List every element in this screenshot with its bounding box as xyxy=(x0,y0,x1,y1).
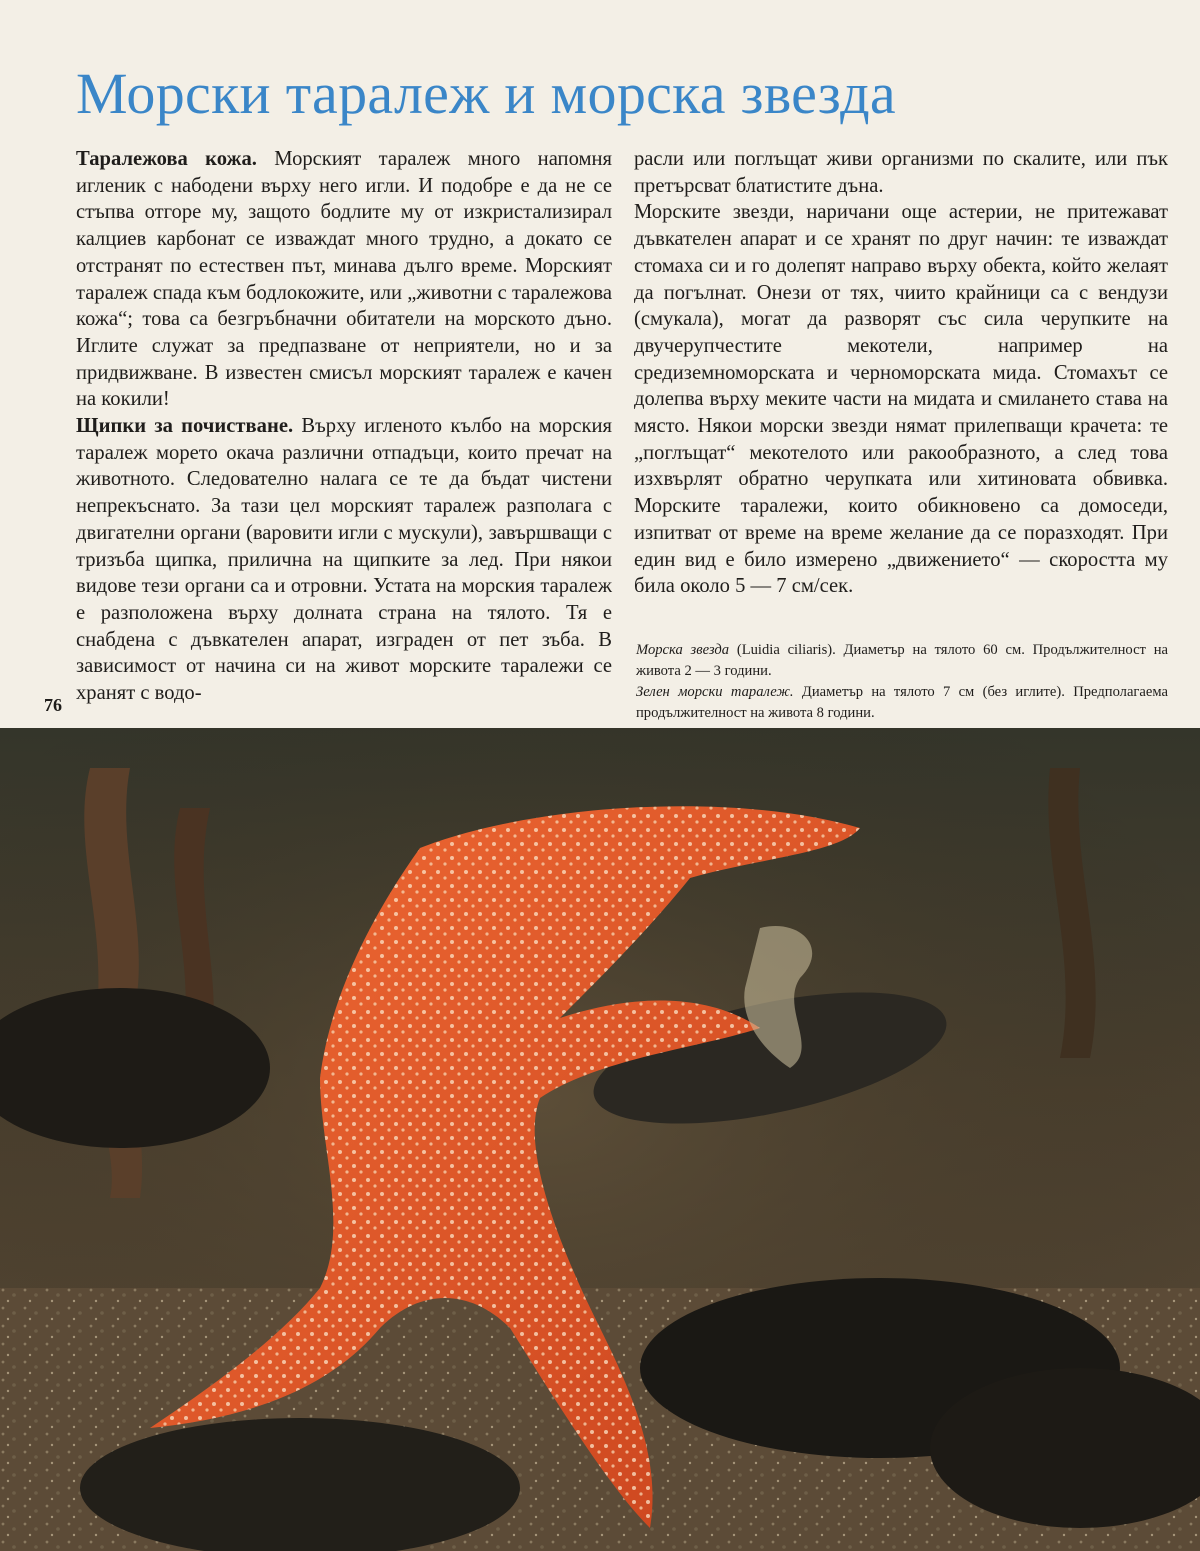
caption-text: Диаметър на тялото 7 см (без иглите). Предполагаема продължителност на живота 8 години. xyxy=(636,684,1168,721)
caption-species-name: Морска звезда xyxy=(636,642,730,658)
section-heading: Таралежова кожа. xyxy=(76,148,257,170)
starfish-illustration xyxy=(0,728,1200,1551)
caption-starfish xyxy=(636,640,1168,682)
paragraph-continuation: расли или поглъщат живи организми по скалите, или пък претърсват блатистите дъна. xyxy=(634,148,1168,197)
page-title: Морски таралеж и морска звезда xyxy=(76,61,896,126)
caption-species-name: Зелен морски таралеж. xyxy=(636,684,794,700)
right-text-column xyxy=(634,146,1168,600)
page-number: 76 xyxy=(44,695,62,715)
starfish-photo xyxy=(0,728,1200,1551)
caption-text: (Luidia ciliaris). Диаметър на тялото 60 см. Продължителност на живота 2 — 3 години. xyxy=(636,642,1168,679)
paragraph-cleaning-pincers xyxy=(76,413,612,707)
photo-captions xyxy=(636,640,1168,724)
caption-sea-urchin xyxy=(636,682,1168,724)
section-heading: Щипки за почистване. xyxy=(76,415,294,438)
paragraph-text: Върху игленото кълбо на морския таралеж морето окача различни отпадъци, които пречат на животното. Следователно налага се те да бъдат чистени непрекъснато. За тази цел морският таралеж разполага с двигателни органи (варовити игли с мускули), завършващи с тризъба щипка, прилична на щипките за лед. При някои видове тези органи са и отровни. Устата на морския таралеж е разположена върху долната страна на тялото. Тя е снабдена с дъвкателен апарат, изграден от пет зъба. В зависимост от начина си на живот морските таралежи се хранят с водо- xyxy=(76,415,612,705)
paragraph-text: Морският таралеж много напомня игленик с набодени върху него игли. И подобре е да не се стъпва отгоре му, защото бодлите му от изкристализирал калциев карбонат се изваждат много трудно, а докато се отстранят по естествен път, минава дълго време. Морският таралеж спада към бодлокожите, или „животни с таралежова кожа“; това са безгръбначни обитатели на морското дъно. Иглите служат за предпазване от неприятели, но и за придвижване. В известен смисъл морският таралеж е качен на кокили! xyxy=(76,148,613,411)
left-text-column xyxy=(76,146,612,707)
paragraph-hedgehog-skin xyxy=(76,146,612,413)
paragraph-starfish: Морските звезди, наричани още астерии, не притежават дъвкателен апарат и се хранят по друг начин: те изваждат стомаха си и го долепят направо върху обекта, който желаят да погълнат. Онези от тях, чиито крайници са с вендузи (смукала), могат да разворят със сила черупките на двучерупчестите мекотели, например на средиземноморската и черноморската мида. Стомахът се долепва върху меките части на мидата и смилането става на място. Някои морски звезди нямат прилепващи крачета: те „поглъщат“ мекотелото или ракообразното, а след това изхвърлят обратно черупката или хитиновата обвивка. Морските таралежи, които обикновено са домоседи, изпитват от време на време желание да се поразходят. При един вид е било измерено „движението“ — скоростта му била около 5 — 7 см/сек. xyxy=(634,201,1168,598)
